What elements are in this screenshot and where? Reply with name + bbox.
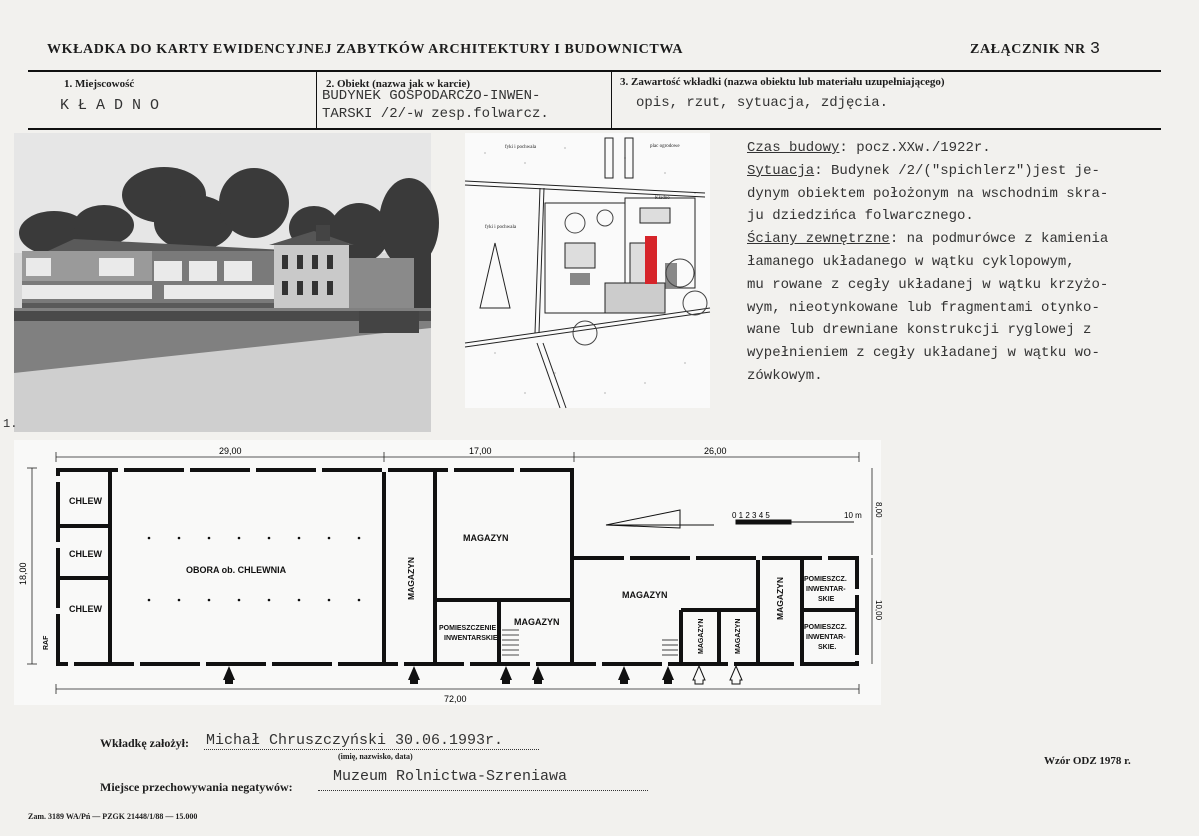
entrance-arrow [223, 666, 235, 684]
dim-26: 26,00 [704, 446, 727, 456]
description-line [747, 183, 1187, 206]
field-object-value-2: TARSKI /2/-w zesp.folwarcz. [322, 106, 549, 122]
field-object-value-1: BUDYNEK GOSPODARCZO-INWEN- [322, 88, 541, 104]
room-chlew-3: CHLEW [69, 604, 102, 614]
floor-plan [14, 440, 881, 705]
description-line [747, 228, 1187, 251]
building-photo [14, 133, 431, 432]
order-note: Zam. 3189 WA/Pń — PZGK 21448/1/88 — 15.000 [28, 812, 198, 821]
dim-29: 29,00 [219, 446, 242, 456]
description-text: dynym obiektem położonym na wschodnim skra- [747, 185, 1109, 202]
form-top-rule [28, 70, 1161, 72]
founder-sub: (imię, nazwisko, data) [338, 752, 413, 761]
description-lines [747, 137, 1187, 388]
entrance-arrow [408, 666, 420, 684]
description-line [747, 160, 1187, 183]
field-divider-1 [316, 72, 317, 128]
scale-ticks: 0 1 2 3 4 5 [732, 511, 770, 520]
site-map-label-4: Kładno [655, 196, 670, 201]
entrance-arrow-open [730, 666, 742, 684]
description-text: ju dziedzińca folwarcznego. [747, 208, 974, 225]
description-text: wypełnieniem z cegły układanej w wątku wo- [747, 345, 1100, 362]
field-object-label: 2. Obiekt (nazwa jak w karcie) [326, 78, 471, 90]
room-pom-a1: POMIESZCZ. [804, 576, 847, 583]
dim-17: 17,00 [469, 446, 492, 456]
description-heading: Czas budowy [747, 140, 840, 156]
room-magazyn-v1: MAGAZYN [406, 557, 416, 600]
description-line [747, 274, 1187, 297]
site-map-label-3: plac ogrodowe [650, 144, 680, 149]
description-line [747, 342, 1187, 365]
description-heading: Ściany zewnętrzne [747, 231, 890, 248]
site-map-label-1: fyki i pochwala [505, 145, 537, 150]
field-content-value: opis, rzut, sytuacja, zdjęcia. [636, 95, 889, 111]
description-block [747, 137, 1187, 388]
room-pom-a3: SKIE [818, 596, 835, 603]
room-chlew-1: CHLEW [69, 496, 102, 506]
photo-marker: 1. [3, 417, 18, 431]
entrance-arrow [500, 666, 512, 684]
description-text: łamanego układanego w wątku cyklopowym, [747, 253, 1075, 270]
room-chlew-2: CHLEW [69, 549, 102, 559]
dim-18: 18,00 [18, 562, 28, 585]
entrance-arrow [618, 666, 630, 684]
room-magazyn-small: MAGAZYN [514, 617, 560, 627]
founder-label: Wkładkę założył: [100, 736, 189, 750]
site-map [465, 133, 710, 408]
description-heading: Sytuacja [747, 162, 815, 179]
room-magazyn-v2: MAGAZYN [775, 577, 785, 620]
description-text: wane lub drewniane konstrukcji ryglowej z [747, 322, 1092, 339]
field-divider-2 [611, 72, 612, 128]
storage-dotted-line [318, 790, 648, 791]
dim-8: 8,00 [874, 502, 883, 518]
description-text: zówkowym. [747, 367, 823, 384]
description-text: : na podmurówce z kamienia [889, 231, 1109, 248]
room-magazyn-big: MAGAZYN [622, 590, 668, 600]
room-raf: RAF [43, 635, 50, 650]
dim-10: 10,00 [874, 600, 883, 621]
field-locality-value: KŁADNO [60, 97, 169, 114]
description-line [747, 365, 1187, 388]
room-magazyn-v3: MAGAZYN [698, 618, 705, 654]
site-map-label-2: fyki i pochwala [485, 225, 517, 230]
room-magazyn-v4: MAGAZYN [735, 618, 742, 654]
entrance-arrow [662, 666, 674, 684]
room-pom-inw-1: POMIESZCZENIE [439, 625, 497, 632]
room-pom-inw-2: INWENTARSKIE [444, 635, 498, 642]
founder-value: Michał Chruszczyński 30.06.1993r. [206, 732, 504, 749]
description-line [747, 297, 1187, 320]
attachment-label [970, 40, 1101, 59]
attachment-number: 3 [1089, 40, 1101, 59]
description-text: : Budynek /2/("spichlerz")jest je- [814, 162, 1100, 179]
description-text: wym, nieotynkowane lub fragmentami otynko- [747, 299, 1100, 316]
room-magazyn-top: MAGAZYN [463, 533, 509, 543]
pattern-note: Wzór ODZ 1978 r. [1044, 755, 1131, 767]
description-text: : pocz.XXw./1922r. [839, 140, 991, 156]
description-line [747, 137, 1187, 160]
scale-end: 10 m [844, 511, 862, 520]
room-obora: OBORA ob. CHLEWNIA [186, 565, 287, 575]
description-line [747, 205, 1187, 228]
room-pom-a2: INWENTAR- [806, 586, 846, 593]
description-text: mu rowane z cegły układanej w wątku krzyżo- [747, 276, 1109, 293]
entrance-arrow [532, 666, 544, 684]
dim-72: 72,00 [444, 694, 467, 704]
form-bottom-rule [28, 128, 1161, 130]
attachment-label-text: ZAŁĄCZNIK NR [970, 42, 1086, 57]
room-pom-b1: POMIESZCZ. [804, 624, 847, 631]
room-pom-b2: INWENTAR- [806, 634, 846, 641]
storage-value: Muzeum Rolnictwa-Szreniawa [333, 768, 568, 785]
description-line [747, 319, 1187, 342]
storage-label: Miejsce przechowywania negatywów: [100, 780, 293, 794]
founder-dotted-line [204, 749, 539, 750]
field-content-label: 3. Zawartość wkładki (nazwa obiektu lub materiału uzupełniającego) [620, 76, 945, 88]
field-locality-label: 1. Miejscowość [64, 78, 135, 90]
card-title: WKŁADKA DO KARTY EWIDENCYJNEJ ZABYTKÓW ARCHITEKTURY I BUDOWNICTWA [47, 42, 684, 57]
entrance-arrow-open [693, 666, 705, 684]
description-line [747, 251, 1187, 274]
room-pom-b3: SKIE. [818, 644, 837, 651]
